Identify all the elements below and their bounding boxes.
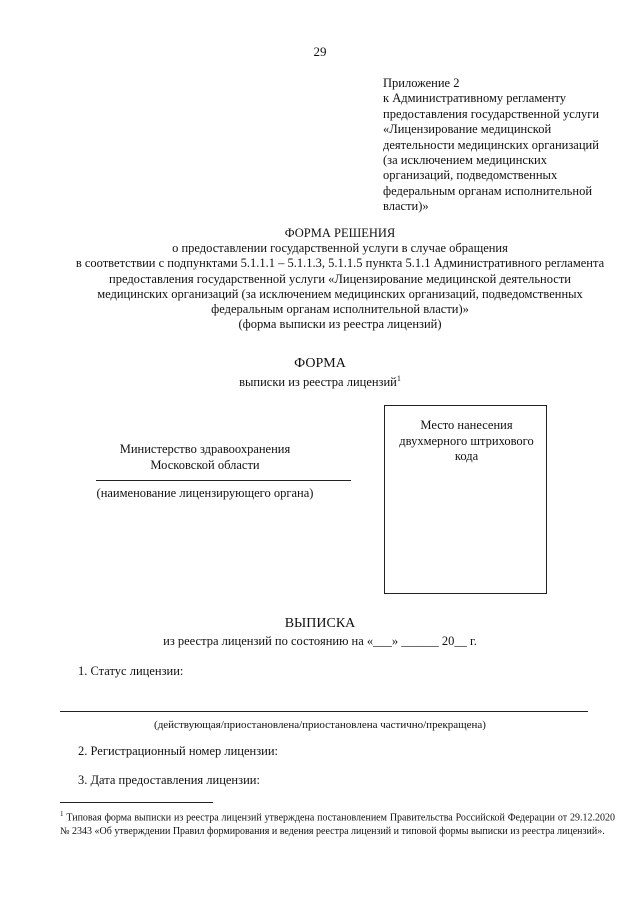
authority-caption: (наименование лицензирующего органа) bbox=[96, 486, 314, 500]
appendix-line: (за исключением медицинских bbox=[383, 153, 547, 168]
extract-subtitle: из реестра лицензий по состоянию на «___» ______ 20__ г. bbox=[163, 634, 477, 648]
appendix-line: «Лицензирование медицинской bbox=[383, 122, 552, 137]
footnote-reference: 1 bbox=[396, 374, 401, 383]
decision-title: ФОРМА РЕШЕНИЯ bbox=[284, 226, 396, 240]
footnote-separator bbox=[60, 802, 213, 803]
decision-line: (форма выписки из реестра лицензий) bbox=[238, 317, 442, 332]
decision-line: федеральным органам исполнительной власти)» bbox=[211, 302, 469, 317]
decision-heading bbox=[40, 226, 640, 332]
decision-line: в соответствии с подпунктами 5.1.1.1 – 5.1.1.3, 5.1.1.5 пункта 5.1.1 Административного регламента bbox=[75, 256, 605, 271]
authority-underline bbox=[96, 480, 351, 481]
decision-line: медицинских организаций (за исключением медицинских организаций, подведомственных bbox=[97, 286, 583, 301]
authority-line: Министерство здравоохранения bbox=[119, 442, 291, 456]
appendix-line: организаций, подведомственных bbox=[383, 168, 558, 183]
appendix-line: предоставления государственной услуги bbox=[383, 106, 600, 121]
page-number: 29 bbox=[313, 44, 327, 59]
footnote bbox=[60, 808, 615, 838]
footnote-mark: 1 bbox=[60, 810, 64, 818]
barcode-label-line: Место нанесения bbox=[420, 418, 513, 432]
appendix-line: к Административному регламенту bbox=[383, 91, 567, 106]
barcode-placeholder-box bbox=[384, 405, 547, 594]
barcode-placeholder-label bbox=[385, 418, 548, 465]
license-status-label: 1. Статус лицензии: bbox=[78, 664, 184, 678]
form-subtitle bbox=[0, 374, 640, 390]
appendix-line: власти)» bbox=[383, 199, 429, 214]
form-title: ФОРМА bbox=[294, 356, 346, 371]
appendix-header bbox=[383, 76, 628, 215]
authority-line: Московской области bbox=[150, 458, 260, 472]
barcode-label-line: кода bbox=[454, 449, 479, 463]
issue-date-label: 3. Дата предоставления лицензии: bbox=[78, 773, 260, 787]
decision-line: предоставления государственной услуги «Лицензирование медицинской деятельности bbox=[109, 271, 571, 286]
extract-title: ВЫПИСКА bbox=[284, 616, 356, 631]
registration-number-label: 2. Регистрационный номер лицензии: bbox=[78, 744, 279, 758]
license-status-field-line bbox=[60, 711, 588, 712]
licensing-authority bbox=[60, 441, 350, 473]
appendix-line: Приложение 2 bbox=[383, 76, 460, 90]
appendix-line: деятельности медицинских организаций bbox=[383, 137, 599, 152]
decision-line: о предоставлении государственной услуги в случае обращения bbox=[172, 241, 508, 256]
license-status-options: (действующая/приостановлена/приостановлена частично/прекращена) bbox=[154, 719, 486, 731]
form-subtitle-text: выписки из реестра лицензий bbox=[239, 375, 397, 390]
barcode-label-line: двухмерного штрихового bbox=[399, 433, 534, 448]
footnote-text: Типовая форма выписки из реестра лицензий утверждена постановлением Правительства Российской Федерации от 29.12.2020 № 2343 «Об утверждении Правил формирования и ведения реестра лицензий и типовой формы выписки из реестра лицензий». bbox=[60, 812, 615, 837]
appendix-line: федеральным органам исполнительной bbox=[383, 183, 593, 198]
